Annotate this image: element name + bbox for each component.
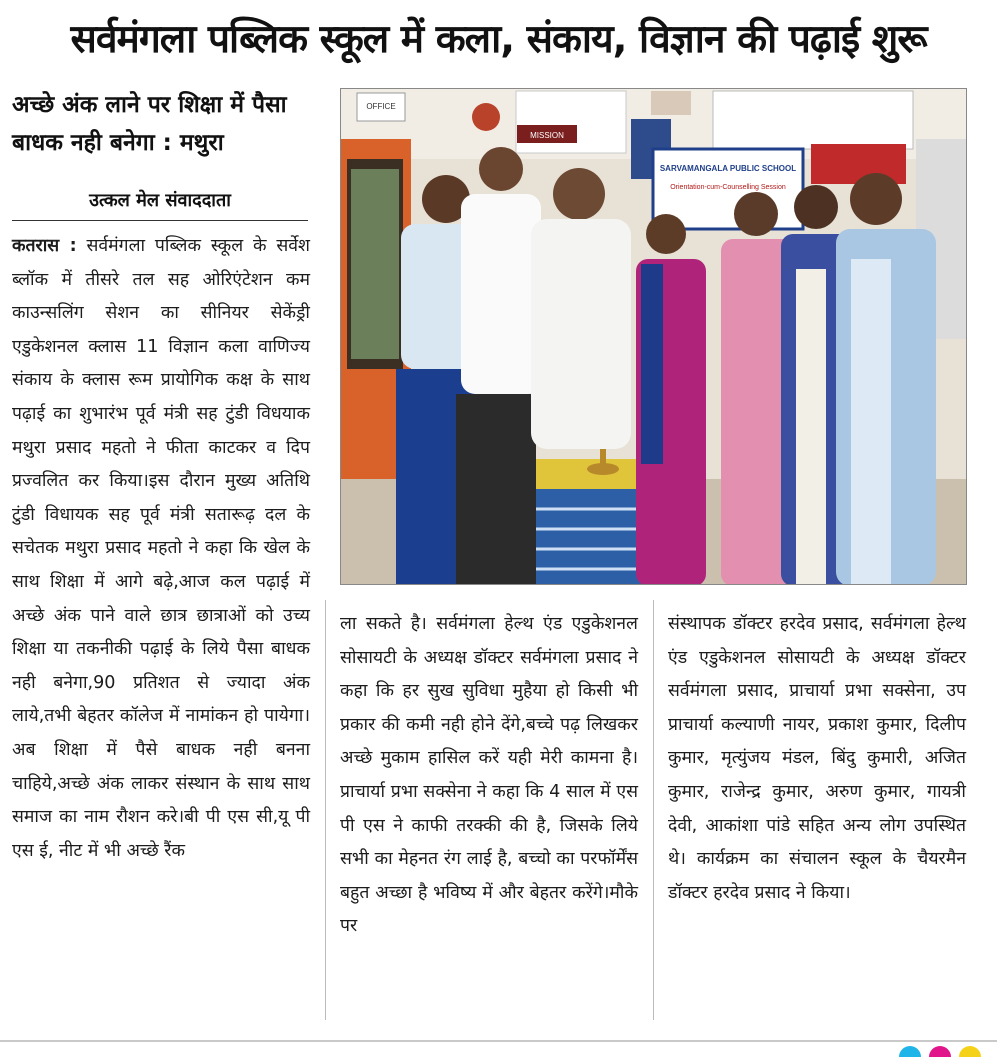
office-sign: OFFICE [366, 102, 396, 111]
article-column-2: ला सकते है। सर्वमंगला हेल्थ एंड एडुकेशनल सोसायटी के अध्यक्ष डॉक्टर सर्वमंगला प्रसाद ने कहा कि हर सुख सुविधा मुहैया हो किसी भी प्रकार की कमी नही होने देंगे,बच्चे पढ़ लिखकर अच्छे मुकाम हासिल करें यही मेरी कामना है। प्राचार्या प्रभा सक्सेना ने कहा कि 4 साल में एस पी एस ने काफी तरक्की की है, जिसके लिये सभी का मेहनत रंग लाई है, बच्चो का परफॉर्मेंस बहुत अच्छा है भविष्य में और बेहतर करेंगे।मौके पर [340, 614, 638, 937]
mission-sign: MISSION [530, 131, 564, 140]
headline: सर्वमंगला पब्लिक स्कूल में कला, संकाय, विज्ञान की पढ़ाई शुरू [70, 17, 927, 62]
dateline: कतरास : [12, 236, 77, 256]
event-photo [340, 88, 967, 585]
column-divider [325, 600, 326, 1020]
bottom-rule [0, 1040, 997, 1042]
subheadline: अच्छे अंक लाने पर शिक्षा में पैसा बाधक नही बनेगा : मथुरा [12, 92, 287, 156]
cyan-dot [899, 1046, 921, 1057]
article-column-3: संस्थापक डॉक्टर हरदेव प्रसाद, सर्वमंगला हेल्थ एंड एडुकेशनल सोसायटी के अध्यक्ष डॉक्टर सर्वमंगला प्रसाद, प्राचार्या प्रभा सक्सेना, उप प्राचार्या कल्याणी नायर, प्रकाश कुमार, दिलीप कुमार, मृत्युंजय मंडल, बिंदु कुमारी, अजित कुमार, राजेन्द्र कुमार, अरुण कुमार, गायत्री देवी, आकांशा पांडे सहित अन्य लोग उपस्थित थे। कार्यक्रम का संचालन स्कूल के चैयरमैन डॉक्टर हरदेव प्रसाद ने किया। [668, 614, 966, 903]
print-color-dots [899, 1046, 989, 1057]
byline: उत्कल मेल संवाददाता [12, 188, 308, 221]
column-1-text: सर्वमंगला पब्लिक स्कूल के सर्वेश ब्लॉक में तीसरे तल सह ओरिएंटेशन कम काउन्सलिंग सेशन का सीनियर सेकेंड्री एडुकेशनल क्लास 11 विज्ञान कला वाणिज्य संकाय के क्लास रूम प्रायोगिक कक्ष के साथ पढ़ाई का शुभारंभ पूर्व मंत्री सह टुंडी विधयाक मथुरा प्रसाद महतो ने फीता काटकर व दिप प्रज्वलित कर किया।इस दौरान मुख्य अतिथि टुंडी विधायक सह पूर्व मंत्री सतारूढ़ दल के सचेतक मथुरा प्रसाद महतो ने कहा कि खेल के साथ शिक्षा में आगे बढ़े,आज कल पढ़ाई में अच्छे अंक पाने वाले छात्र छात्राओं को उच्य शिक्षा या तकनीकी पढ़ाई के लिये पैसा बाधक नही बनेगा,90 प्रतिशत से ज्यादा अंक लाये,तभी बेहतर कॉलेज में नामांकन हो पायेगा।अब शिक्षा में पैसे बाधक नही बनना चाहिये,अच्छे अंक लाकर संस्थान के साथ साथ समाज का नाम रौशन करे।बी पी एस सी,यू पी एस ई, नीट में भी अच्छे रैंक [12, 236, 310, 861]
magenta-dot [929, 1046, 951, 1057]
column-divider [653, 600, 654, 1020]
yellow-dot [959, 1046, 981, 1057]
banner-title: SARVAMANGALA PUBLIC SCHOOL [659, 164, 797, 173]
banner-subtitle: Orientation-cum-Counselling Session [670, 184, 786, 191]
article-column-1 [12, 230, 310, 868]
